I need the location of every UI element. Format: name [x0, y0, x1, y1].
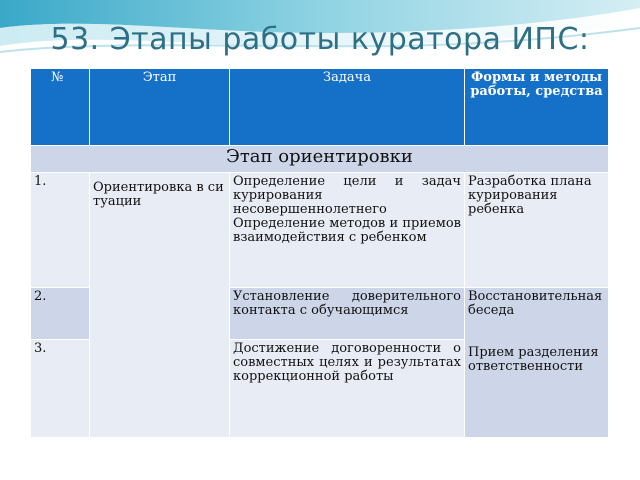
row-number: 2.: [31, 288, 90, 340]
header-number: №: [31, 69, 90, 146]
header-stage: Этап: [90, 69, 230, 146]
section-row: [31, 146, 609, 173]
header-forms: Формы и методы работы, средства: [465, 69, 609, 146]
stage-name: Ориентировка в ситуации: [90, 173, 230, 438]
task-cell: Достижение договоренности о совместных целях и результатах коррекционной работы: [230, 340, 465, 438]
row-number: 1.: [31, 173, 90, 288]
slide-title: 53. Этапы работы куратора ИПС:: [50, 22, 590, 57]
row-number: 3.: [31, 340, 90, 438]
header-task: Задача: [230, 69, 465, 146]
forms-cell: Разработка плана курирования ребенка: [465, 173, 609, 288]
task-cell: Определение цели и задач курирования несовершеннолетнего Определение методов и приемов взаимодействия с ребенком: [230, 173, 465, 288]
section-title: Этап ориентировки: [31, 146, 609, 173]
stages-table: [30, 68, 609, 438]
table-header-row: [31, 69, 609, 146]
task-cell: Установление доверительного контакта с обучающимся: [230, 288, 465, 340]
table-row: [31, 173, 609, 288]
forms-cell: Восстановительная беседа: [468, 289, 603, 318]
forms-cell-group: [465, 288, 609, 438]
forms-cell: Прием разделения ответственности: [468, 345, 599, 374]
